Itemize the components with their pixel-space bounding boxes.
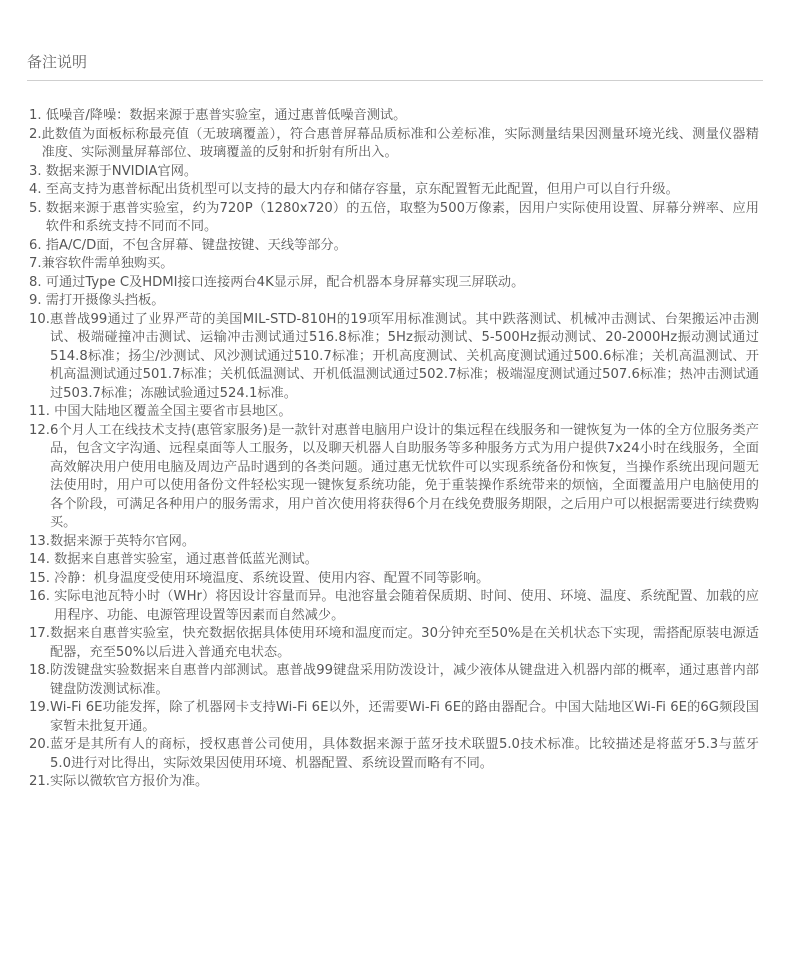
note-text: 防泼键盘实验数据来自惠普内部测试。惠普战99键盘采用防泼设计，减少液体从键盘进入机器内部的概率，通过惠普内部键盘防泼测试标准。 [49,663,759,697]
note-number: 1. [29,108,46,123]
note-text: 需打开摄像头挡板。 [45,293,165,308]
note-item [29,699,759,736]
note-number: 21. [29,774,50,789]
note-item [29,107,759,126]
note-text: 冷静：机身温度受使用环境温度、系统设置、使用内容、配置不同等影响。 [54,570,490,586]
note-item [29,292,759,311]
note-text: 此数值为面板标称最亮值（无玻璃覆盖），符合惠普屏幕品质标准和公差标准，实际测量结果因测量环境光线、测量仪器精准度、实际测量屏幕部位、玻璃覆盖的反射和折射有所出入。 [41,126,759,160]
title-divider [27,80,763,81]
note-number: 9. [29,293,46,308]
note-number: 10. [29,311,50,327]
note-number: 5. [29,200,46,216]
note-text: 数据来源于NVIDIA官网。 [45,163,198,179]
note-item [29,422,759,533]
note-text: 可通过Type C及HDMI接口连接两台4K显示屏，配合机器本身屏幕实现三屏联动。 [45,274,525,290]
note-item [29,773,759,792]
note-number: 6. [29,237,46,253]
note-item [29,200,759,237]
note-item [29,662,759,699]
note-text: 蓝牙是其所有人的商标，授权惠普公司使用，具体数据来源于蓝牙技术联盟5.0技术标准。比较描述是将蓝牙5.3与蓝牙5.0进行对比得出，实际效果因使用环境、机器配置、系统设置而略有不同。 [49,737,759,771]
note-item [29,403,759,422]
note-text: 数据来源于英特尔官网。 [49,533,196,549]
note-text: 数据来自惠普实验室，通过惠普低蓝光测试。 [54,552,318,567]
note-text: 实际以微软官方报价为准。 [49,774,209,789]
note-text: 兼容软件需单独购买。 [41,256,174,271]
note-text: 数据来自惠普实验室，快充数据依据具体使用环境和温度而定。30分钟充至50%是在关机状态下实现，需搭配原装电源适配器，充至50%以后进入普通充电状态。 [49,626,759,660]
note-text: 实际电池瓦特小时（WHr）将因设计容量而异。电池容量会随着保质期、时间、使用、环境、温度、系统配置、加载的应用程序、功能、电源管理设置等因素而自然减少。 [54,589,759,623]
note-text: 指A/C/D面，不包含屏幕、键盘按键、天线等部分。 [45,237,347,253]
note-text: 数据来源于惠普实验室，约为720P（1280x720）的五倍，取整为500万像素，因用户实际使用设置、屏幕分辨率、应用软件和系统支持不同而不同。 [45,200,759,234]
note-text: 中国大陆地区覆盖全国主要省市县地区。 [54,404,292,419]
note-number: 18. [29,663,50,678]
notes-list [29,107,759,792]
note-number: 12. [29,422,50,438]
note-item [29,533,759,552]
note-item [29,274,759,293]
note-text: 至高支持为惠普标配出货机型可以支持的最大内存和储存容量，京东配置暂无此配置，但用户可以自行升级。 [45,182,679,197]
note-item [29,551,759,570]
note-number: 11. [29,404,55,419]
note-number: 13. [29,533,50,549]
note-item [29,625,759,662]
note-number: 2. [29,126,42,142]
note-number: 16. [29,589,55,604]
note-number: 17. [29,626,50,641]
note-item [29,163,759,182]
note-number: 8. [29,274,46,290]
note-text: 低噪音/降噪：数据来源于惠普实验室，通过惠普低噪音测试。 [45,108,407,123]
note-item [29,181,759,200]
note-number: 4. [29,182,46,197]
note-item [29,237,759,256]
note-number: 19. [29,700,50,715]
note-item [29,311,759,404]
note-number: 7. [29,256,42,271]
note-number: 20. [29,737,50,752]
note-text: 6个月人工在线技术支持(惠管家服务)是一款针对惠普电脑用户设计的集远程在线服务和一键恢复为一体的全方位服务类产品，包含文字沟通、远程桌面等人工服务，以及聊天机器人自助服务等多种服务方式为用户提供7x24小时在线服务，全面高效解决用户使用电脑及周边产品时遇到的各类问题。通过惠无忧软件可以实现系统备份和恢复，当操作系统出现问题无法使用时，用户可以使用备份文件轻松实现一键恢复系统功能，免于重装操作系统带来的烦恼，全面覆盖用户电脑使用的各个阶段，可满足各种用户的服务需求，用户首次使用将获得6个月在线免费服务期限，之后用户可以根据需要进行续费购买。 [49,422,759,530]
note-number: 14. [29,552,55,567]
note-item [29,255,759,274]
note-item [29,588,759,625]
note-number: 3. [29,163,46,179]
note-item [29,736,759,773]
page-title: 备注说明 [27,53,88,71]
note-text: Wi-Fi 6E功能发挥，除了机器网卡支持Wi-Fi 6E以外，还需要Wi-Fi 6E的路由器配合。中国大陆地区Wi-Fi 6E的6G频段国家暂未批复开通。 [49,700,759,734]
note-item [29,570,759,589]
note-text: 惠普战99通过了业界严苛的美国MIL-STD-810H的19项军用标准测试。其中跌落测试、机械冲击测试、台架搬运冲击测试、极端碰撞冲击测试、运输冲击测试通过516.8标准；5Hz振动测试、5-500Hz振动测试、20-2000Hz振动测试通过514.8标准；扬尘/沙测试、风沙测试通过510.7标准；开机高度测试、关机高度测试通过500.6标准；关机高温测试、开机高温测试通过501.7标准；关机低温测试、开机低温测试通过502.7标准；极端湿度测试通过507.6标准；热冲击测试通过503.7标准；冻融试验通过524.1标准。 [49,311,759,401]
note-item [29,126,759,163]
note-number: 15. [29,570,55,586]
